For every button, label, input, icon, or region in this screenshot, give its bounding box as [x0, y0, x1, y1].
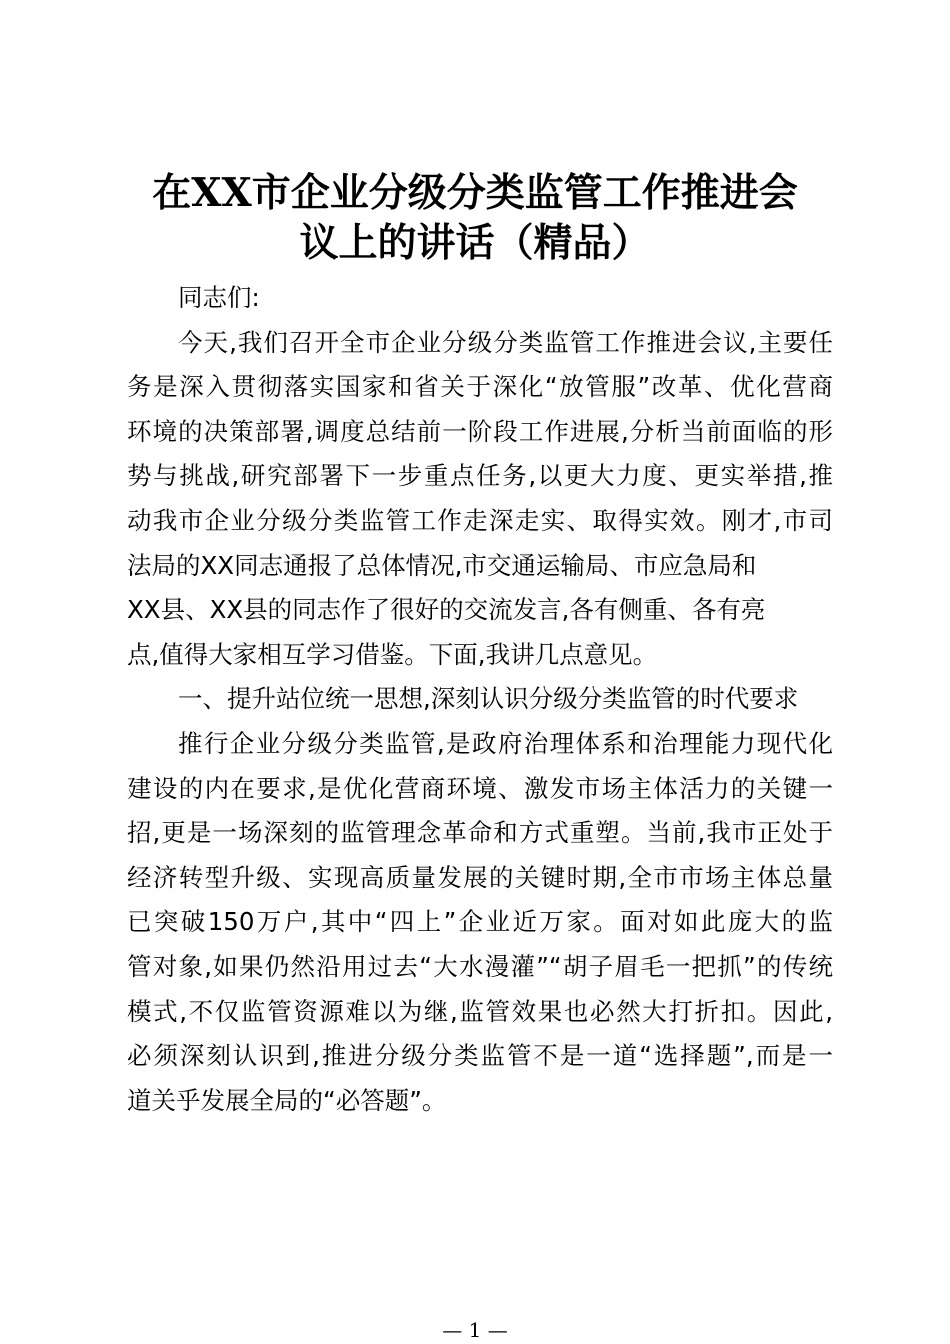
page-number: — 1 — [442, 1318, 508, 1342]
paragraph-line: 点,值得大家相互学习借鉴。下面,我讲几点意见。 [127, 639, 658, 669]
paragraph-line: 势与挑战,研究部署下一步重点任务,以更大力度、更实举措,推 [127, 461, 833, 491]
paragraph-line: 招,更是一场深刻的监管理念革命和方式重塑。当前,我市正处于 [127, 818, 833, 848]
paragraph-line: 经济转型升级、实现高质量发展的关键时期,全市市场主体总量 [127, 862, 833, 892]
document-title-line-1: 在XX市企业分级分类监管工作推进会 [152, 170, 798, 216]
paragraph-line: 推行企业分级分类监管,是政府治理体系和治理能力现代化 [178, 728, 833, 758]
paragraph-line: 务是深入贯彻落实国家和省关于深化“放管服”改革、优化营商 [127, 372, 833, 402]
document-title-line-2: 议上的讲话（精品） [299, 220, 651, 266]
document-body [127, 276, 833, 1123]
section-heading: 一、提升站位统一思想,深刻认识分级分类监管的时代要求 [178, 684, 799, 714]
paragraph-line: 模式,不仅监管资源难以为继,监管效果也必然大打折扣。因此, [127, 996, 833, 1026]
paragraph-line: 法局的XX同志通报了总体情况,市交通运输局、市应急局和 [127, 550, 757, 580]
paragraph-line: 环境的决策部署,调度总结前一阶段工作进展,分析当前面临的形 [127, 416, 833, 446]
paragraph-line: 道关乎发展全局的“必答题”。 [127, 1085, 447, 1115]
paragraph-line: 今天,我们召开全市企业分级分类监管工作推进会议,主要任 [178, 327, 833, 357]
paragraph-line: 已突破150万户,其中“四上”企业近万家。面对如此庞大的监 [127, 907, 833, 937]
paragraph-line: 动我市企业分级分类监管工作走深走实、取得实效。刚才,市司 [127, 505, 833, 535]
paragraph-line: 建设的内在要求,是优化营商环境、激发市场主体活力的关键一 [127, 773, 833, 803]
paragraph-line: 管对象,如果仍然沿用过去“大水漫灌”“胡子眉毛一把抓”的传统 [127, 951, 833, 981]
paragraph-line: XX县、XX县的同志作了很好的交流发言,各有侧重、各有亮 [127, 595, 766, 625]
salutation: 同志们: [178, 283, 260, 312]
paragraph-line: 必须深刻认识到,推进分级分类监管不是一道“选择题”,而是一 [127, 1041, 833, 1071]
